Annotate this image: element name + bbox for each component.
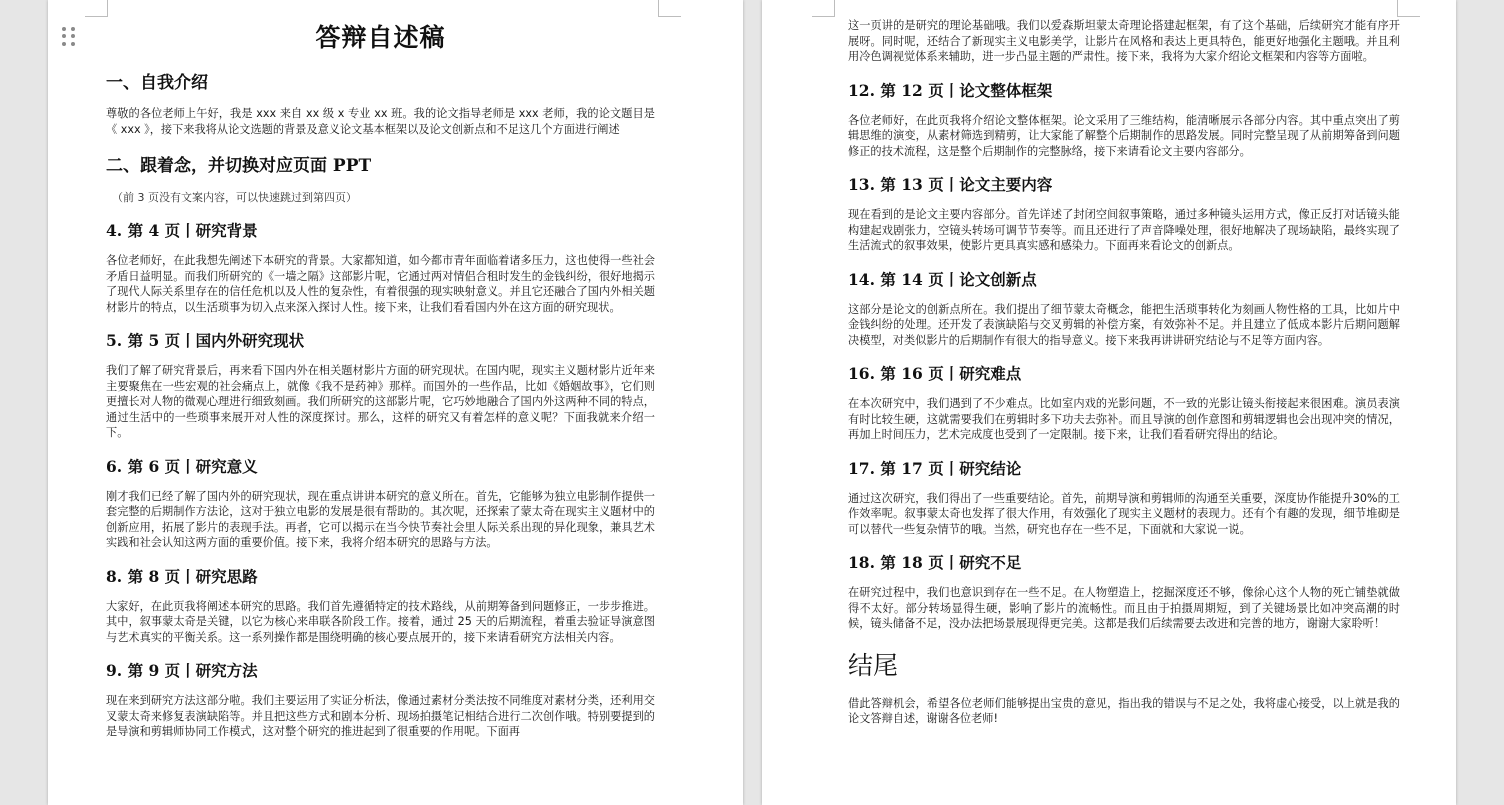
subsection-heading: 4. 第 4 页丨研究背景 [106,221,258,240]
paragraph: 尊敬的各位老师上午好，我是 xxx 来自 xx 级 x 专业 xx 班。我的论文指导老师是 xxx 老师，我的论文题目是《 xxx 》，接下来我将从论文选题的背景及意义论文基本框架以及论文创新点和不足这几个方面进行阐述 [106,107,655,136]
document-page-right [762,0,1456,805]
paragraph: 在研究过程中，我们也意识到存在一些不足。在人物塑造上，挖掘深度还不够，像徐心这个人物的死亡铺垫就做得不太好。部分转场显得生硬，影响了影片的流畅性。而且由于拍摄周期短，到了关键场景比如冲突高潮的时候，镜头储备不足，没办法把场景展现得更完美。这都是我们后续需要去改进和完善的地方，谢谢大家聆听！ [848,586,1400,630]
subsection-heading: 13. 第 13 页丨论文主要内容 [848,175,1053,194]
paragraph: 现在来到研究方法这部分啦。我们主要运用了实证分析法，像通过素材分类法按不同维度对素材分类，还利用交叉蒙太奇来修复表演缺陷等。并且把这些方式和剧本分析、现场拍摄笔记相结合进行二次创作哦。特别要提到的是导演和剪辑师协同工作模式，这对整个研究的推进起到了很重要的作用呢。下面再 [106,694,655,738]
page-content[interactable] [762,0,1456,741]
paragraph: 这部分是论文的创新点所在。我们提出了细节蒙太奇概念，能把生活琐事转化为刻画人物性格的工具，比如片中金钱纠纷的处理。还开发了表演缺陷与交叉剪辑的补偿方案，有效弥补不足。并且建立了低成本影片后期问题解决模型，对类似影片的后期制作有很大的指导意义。接下来我再讲讲研究结论与不足等方面内容。 [848,302,1400,347]
subsection-heading: 12. 第 12 页丨论文整体框架 [848,80,1053,100]
paragraph: 我们了解了研究背景后，再来看下国内外在相关题材影片方面的研究现状。在国内呢，现实主义题材影片近年来主要聚焦在一些宏观的社会痛点上，就像《我不是药神》那样。而国外的一些作品，比如《婚姻故事》，它们则更擅长对人物的微观心理进行细致刻画。我们所研究的这部影片呢，它巧妙地融合了国内外这两种不同的特点，通过生活中的一些琐事来展开对人性的深度探讨。那么，这样的研究又有着怎样的意义呢？下面我就来介绍一下。 [106,364,655,439]
ending-heading: 结尾 [848,650,899,680]
paragraph: 大家好，在此页我将阐述本研究的思路。我们首先遵循特定的技术路线，从前期筹备到问题修正，一步步推进。其中，叙事蒙太奇是关键，以它为核心来串联各阶段工作。接着，通过 25 天的后期流程，着重去验证导演意图与艺术真实的平衡关系。这一系列操作都是围绕明确的核心要点展开的，接下来请看研究方法相关内容。 [106,599,655,644]
subsection-heading: 16. 第 16 页丨研究难点 [848,364,1022,383]
paragraph: 借此答辩机会，希望各位老师们能够提出宝贵的意见，指出我的错误与不足之处，我将虚心接受，以上就是我的论文答辩自述，谢谢各位老师! [848,696,1400,725]
document-page-left [48,0,743,805]
paragraph: 各位老师好，在此页我将介绍论文整体框架。论文采用了三维结构，能清晰展示各部分内容。其中重点突出了剪辑思维的演变，从素材筛选到精剪，让大家能了解整个后期制作的思路发展。同时完整呈现了从前期筹备到问题修正的技术流程，这是整个后期制作的完整脉络，接下来请看论文主要内容部分。 [848,113,1400,158]
paragraph: 各位老师好，在此我想先阐述下本研究的背景。大家都知道，如今都市青年面临着诸多压力，这也使得一些社会矛盾日益明显。而我们所研究的《一墙之隔》这部影片呢，它通过两对情侣合租时发生的金钱纠纷，很好地揭示了现代人际关系里存在的信任危机以及人性的复杂性，有着很强的现实映射意义。并且它还融合了国内外相关题材影片的特点，以生活琐事为切入点来深入探讨人性。接下来，让我们看看国内外在这方面的研究现状。 [106,254,655,314]
section-heading: 二、跟着念，并切换对应页面 PPT [106,156,372,176]
subsection-heading: 18. 第 18 页丨研究不足 [848,553,1022,572]
subsection-heading: 9. 第 9 页丨研究方法 [106,661,258,680]
subsection-heading: 5. 第 5 页丨国内外研究现状 [106,331,305,350]
subsection-heading: 8. 第 8 页丨研究思路 [106,566,258,586]
paragraph: 这一页讲的是研究的理论基础哦。我们以爱森斯坦蒙太奇理论搭建起框架，有了这个基础，后续研究才能有序开展呀。同时呢，还结合了新现实主义电影美学，让影片在风格和表达上更具特色，能更好地强化主题哦。并且利用冷色调视觉体系来辅助，进一步凸显主题的严肃性。接下来，我将为大家介绍论文框架和内容等方面啦。 [848,19,1400,63]
paragraph: 通过这次研究，我们得出了一些重要结论。首先，前期导演和剪辑师的沟通至关重要，深度协作能提升30%的工作效率呢。叙事蒙太奇也发挥了很大作用，有效强化了现实主义题材的表现力。还有个有趣的发现，细节堆砌是可以替代一些复杂情节的哦。当然，研究也存在一些不足，下面就和大家说一说。 [848,491,1400,536]
paragraph: 在本次研究中，我们遇到了不少难点。比如室内戏的光影问题，不一致的光影让镜头衔接起来很困难。演员表演有时比较生硬，这就需要我们在剪辑时多下功夫去弥补。而且导演的创作意图和剪辑逻辑也会出现冲突的情况，再加上时间压力，艺术完成度也受到了一定限制。接下来，让我们看看研究得出的结论。 [848,397,1400,441]
section-heading: 一、自我介绍 [106,73,208,93]
paragraph: 现在看到的是论文主要内容部分。首先详述了封闭空间叙事策略，通过多种镜头运用方式，像正反打对话镜头能构建起戏剧张力，空镜头转场可调节节奏等。而且还进行了声音降噪处理，很好地解决了现场缺陷，最终实现了生活流式的叙事效果，使影片更具真实感和感染力。下面再来看论文的创新点。 [848,208,1400,252]
paragraph: 刚才我们已经了解了国内外的研究现状，现在重点讲讲本研究的意义所在。首先，它能够为独立电影制作提供一套完整的后期制作方法论，这对于独立电影的发展是很有帮助的。其次呢，还探索了蒙太奇在现实主义题材中的创新应用，拓展了影片的表现手法。再者，它可以揭示在当今快节奏社会里人际关系出现的异化现象，兼具艺术实践和社会认知这两方面的重要价值。接下来，我将介绍本研究的思路与方法。 [106,489,655,549]
note-text: （前 3 页没有文案内容，可以快速跳过到第四页） [112,191,357,204]
page-content[interactable] [48,0,743,754]
subsection-heading: 14. 第 14 页丨论文创新点 [848,269,1037,289]
document-title: 答辩自述稿 [315,23,446,52]
subsection-heading: 6. 第 6 页丨研究意义 [106,456,258,476]
subsection-heading: 17. 第 17 页丨研究结论 [848,458,1022,478]
